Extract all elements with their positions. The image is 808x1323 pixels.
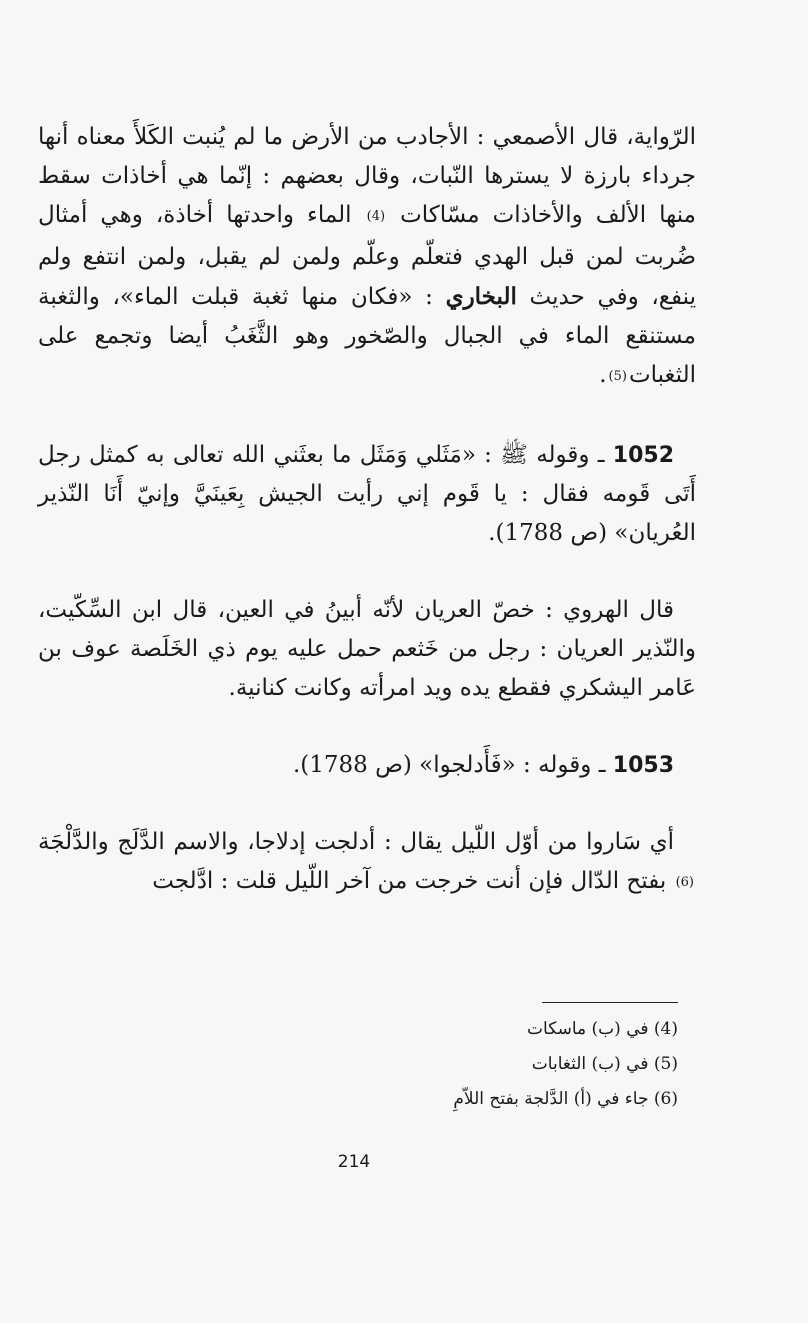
footnote-ref-6: (6): [675, 875, 694, 890]
paragraph-text: قال الهروي : خصّ العريان لأنّه أبينُ في العين، قال ابن السِّكّيت، والنّذير العريان : رجل من خَثعم حمل عليه يوم ذي الخَلَصة عوف بن عَامر اليشكري فقطع يده ويد امرأته وكانت كنانية.: [38, 597, 696, 701]
paragraph-idlaj: [38, 823, 696, 904]
page-body: [38, 118, 696, 904]
bold-name-bukhari: البخاري: [445, 283, 517, 310]
entry-text: ـ وقوله : «فَأَدلجوا» (ص 1788).: [292, 752, 606, 778]
paragraph-riwaya: [38, 118, 696, 398]
entry-text: ـ وقوله ﷺ : «مَثَلي وَمَثَل ما بعثَني الله تعالى به كمثل رجل أَتَى قَومه فقال : يا قَوم إني رأيت الجيش بِعَينَيَّ وإنيّ أَنَا النّذير العُريان» (ص 1788).: [38, 442, 696, 546]
entry-number: 1053: [612, 753, 674, 778]
footnote-item: (4) في (ب) ماسكات: [527, 1019, 678, 1039]
footnote-divider: [542, 1002, 678, 1003]
footnote-ref-5: (5): [608, 369, 627, 384]
paragraph-text: .: [599, 362, 607, 388]
paragraph-text: : «فكان منها ثغبة قبلت الماء»، والثغبة مستنقع الماء في الجبال والصّخور وهو الثَّغَبُ أيضا وتجمع على الثغبات: [38, 284, 696, 388]
paragraph-text: أي سَاروا من أوّل اللّيل يقال : أدلجت إدلاجا، والاسم الدَّلَج والدَّلْجَة: [38, 829, 674, 855]
entry-1052: [38, 436, 696, 553]
footnotes: [200, 1012, 678, 1117]
paragraph-harawi: [38, 591, 696, 708]
footnote-ref-4: (4): [366, 209, 386, 224]
entry-1053: [38, 746, 696, 785]
paragraph-text: الماء واحدتها أخاذة، وهي أمثال ضُربت لمن قبل الهدي فتعلّم وعلّم ولمن لم يقبل، ولمن انتفع ولم ينفع، وفي حديث: [38, 202, 697, 310]
entry-number: 1052: [612, 443, 675, 468]
paragraph-text: بفتح الدّال فإن أنت خرجت من آخر اللّيل قلت : ادَّلجت: [152, 868, 667, 894]
page-number: 214: [337, 1152, 371, 1172]
footnote-item: (5) في (ب) الثغابات: [531, 1054, 678, 1074]
paragraph-text: الرّواية، قال الأصمعي : الأجادب من الأرض ما لم يُنبت الكَلأَ معناه أنها جرداء بارزة لا يسترها النّبات، وقال بعضهم : إنّما هي أخاذات سقط منها الألف والأخاذات مسّاكات: [38, 124, 696, 228]
footnote-item: (6) جاء في (أ) الدَّلجة بفتح اللاّمِ: [453, 1089, 678, 1109]
